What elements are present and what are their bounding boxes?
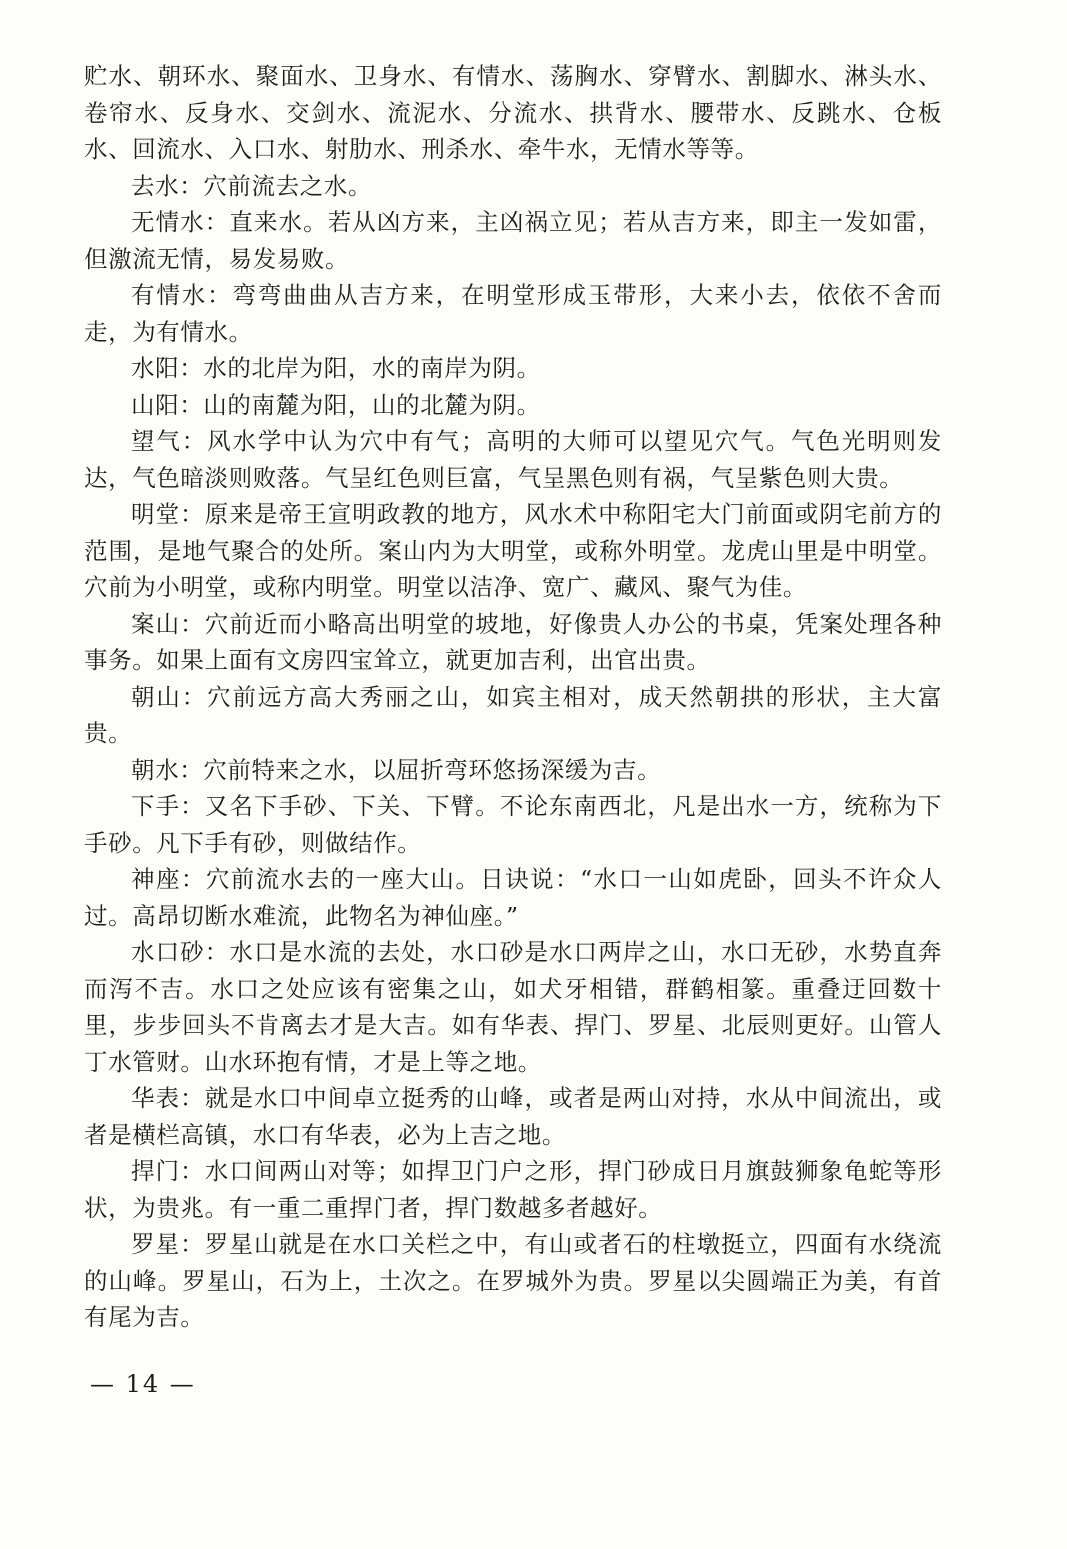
paragraph-shui-kou-sha: 水口砂：水口是水流的去处，水口砂是水口两岸之山，水口无砂，水势直奔而泻不吉。水口之处应该有密集之山，如犬牙相错，群鹤相篆。重叠迂回数十里，步步回头不肯离去才是大吉。如有华表、捍门、罗星、北辰则更好。山管人丁水管财。山水环抱有情，才是上等之地。 bbox=[84, 938, 942, 1076]
page-number: — 14 — bbox=[90, 1370, 196, 1398]
paragraph-luo-xing: 罗星：罗星山就是在水口关栏之中，有山或者石的柱墩挺立，四面有水绕流的山峰。罗星山，石为上，土次之。在罗城外为贵。罗星以尖圆端正为美，有首有尾为吉。 bbox=[84, 1230, 942, 1331]
paragraph-an-shan: 案山：穴前近而小略高出明堂的坡地，好像贵人办公的书桌，凭案处理各种事务。如果上面有文房四宝耸立，就更加吉利，出官出贵。 bbox=[84, 609, 942, 674]
paragraph-han-men: 捍门：水口间两山对等；如捍卫门户之形，捍门砂成日月旗鼓狮象龟蛇等形状，为贵兆。有一重二重捍门者，捍门数越多者越好。 bbox=[84, 1157, 942, 1222]
body-text bbox=[84, 58, 942, 1336]
paragraph-chao-shui: 朝水：穴前特来之水，以屈折弯环悠扬深缓为吉。 bbox=[131, 755, 662, 784]
paragraph-wang-qi: 望气：风水学中认为穴中有气；高明的大师可以望见穴气。气色光明则发达，气色暗淡则败落。气呈红色则巨富，气呈黑色则有祸，气呈紫色则大贵。 bbox=[84, 427, 942, 492]
paragraph-shan-yang: 山阳：山的南麓为阳，山的北麓为阴。 bbox=[131, 390, 541, 419]
paragraph-continuation: 贮水、朝环水、聚面水、卫身水、有情水、荡胸水、穿臂水、割脚水、淋头水、卷帘水、反身水、交剑水、流泥水、分流水、拱背水、腰带水、反跳水、仓板水、回流水、入口水、射肋水、刑杀水、牵牛水，无情水等等。 bbox=[84, 62, 942, 163]
paragraph-hua-biao: 华表：就是水口中间卓立挺秀的山峰，或者是两山对持，水从中间流出，或者是横栏高镇，水口有华表，必为上吉之地。 bbox=[84, 1084, 942, 1149]
paragraph-qu-shui: 去水：穴前流去之水。 bbox=[131, 171, 372, 200]
paragraph-shen-zuo: 神座：穴前流水去的一座大山。日诀说：“水口一山如虎卧，回头不许众人过。高昂切断水难流，此物名为神仙座。” bbox=[84, 865, 942, 930]
paragraph-you-qing-shui: 有情水：弯弯曲曲从吉方来，在明堂形成玉带形，大来小去，依依不舍而走，为有情水。 bbox=[84, 281, 942, 346]
paragraph-ming-tang: 明堂：原来是帝王宣明政教的地方，风水术中称阳宅大门前面或阴宅前方的范围，是地气聚合的处所。案山内为大明堂，或称外明堂。龙虎山里是中明堂。穴前为小明堂，或称内明堂。明堂以洁净、宽广、藏风、聚气为佳。 bbox=[84, 500, 942, 601]
paragraph-chao-shan: 朝山：穴前远方高大秀丽之山，如宾主相对，成天然朝拱的形状，主大富贵。 bbox=[84, 682, 942, 747]
paragraph-shui-yang: 水阳：水的北岸为阳，水的南岸为阴。 bbox=[131, 354, 541, 382]
paragraph-wu-qing-shui: 无情水：直来水。若从凶方来，主凶祸立见；若从吉方来，即主一发如雷，但激流无情，易发易败。 bbox=[84, 208, 942, 273]
paragraph-xia-shou: 下手：又名下手砂、下关、下臂。不论东南西北，凡是出水一方，统称为下手砂。凡下手有砂，则做结作。 bbox=[84, 792, 942, 857]
